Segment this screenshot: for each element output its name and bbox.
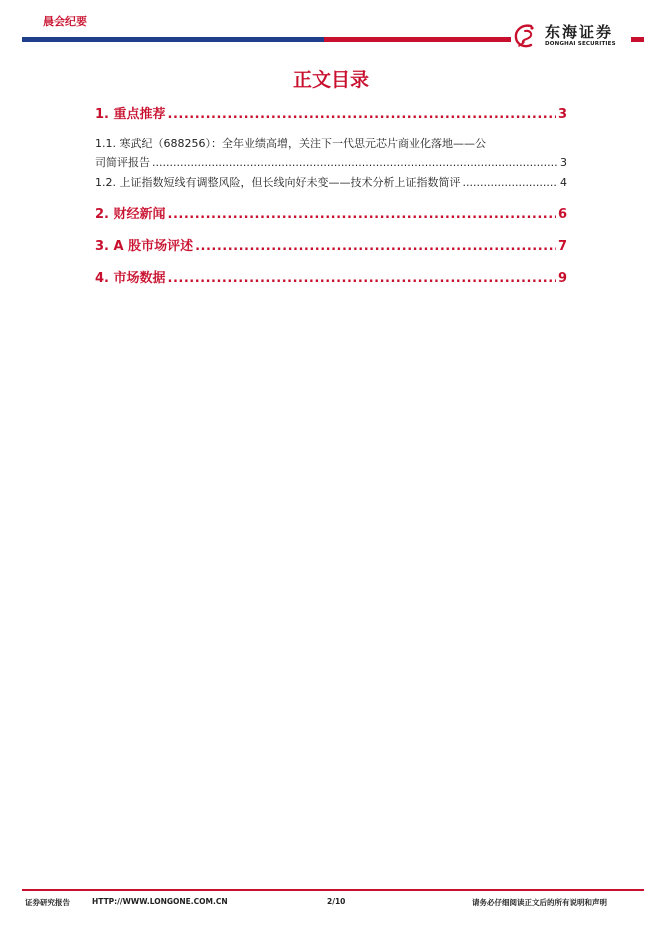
- toc-entry-label: 1.2. 上证指数短线有调整风险，但长线向好未变——技术分析上证指数简评: [95, 176, 461, 189]
- toc-entry-1-1[interactable]: [95, 154, 567, 170]
- toc-entry-1-2[interactable]: [95, 174, 567, 190]
- toc-entry-2[interactable]: [95, 203, 567, 223]
- toc-title: 正文目录: [292, 69, 369, 91]
- toc-entry-label: 1. 重点推荐: [95, 107, 166, 122]
- toc-leader-dots: [463, 176, 559, 189]
- toc-page-number: 9: [557, 271, 567, 286]
- toc-leader-dots: [168, 207, 556, 222]
- toc-page-number: 7: [557, 239, 567, 254]
- footer-page-number: 2/10: [327, 897, 346, 906]
- toc-entry-label: 司简评报告: [95, 156, 150, 169]
- report-type-label: 晨会纪要: [43, 15, 87, 28]
- toc-entry-label: 3. A 股市场评述: [95, 239, 194, 254]
- footer-report-type: 证券研究报告: [25, 898, 70, 907]
- toc-leader-dots: [195, 239, 556, 254]
- toc-page-number: 6: [557, 207, 567, 222]
- toc-page-number: 3: [560, 156, 567, 169]
- footer-divider: [22, 889, 644, 891]
- toc-entry-label: 4. 市场数据: [95, 271, 166, 286]
- footer-website-link[interactable]: HTTP://WWW.LONGONE.COM.CN: [92, 897, 228, 906]
- toc-page-number: 3: [557, 107, 567, 122]
- toc-entry-4[interactable]: [95, 267, 567, 287]
- header-bar-blue: [22, 37, 324, 42]
- toc-entry-3[interactable]: [95, 235, 567, 255]
- toc-entry-1-1-line1[interactable]: 1.1. 寒武纪（688256）：全年业绩高增，关注下一代思元芯片商业化落地——公: [95, 137, 486, 150]
- toc-leader-dots: [152, 156, 558, 169]
- donghai-logo-icon: [511, 22, 539, 50]
- footer-disclaimer: 请务必仔细阅读正文后的所有说明和声明: [472, 898, 607, 907]
- logo-chinese-name: 东海证券: [545, 23, 614, 41]
- company-logo: [511, 22, 631, 50]
- toc-leader-dots: [168, 271, 556, 286]
- logo-english-name: DONGHAI SECURITIES: [545, 41, 616, 47]
- toc-page-number: 4: [560, 176, 567, 189]
- toc-leader-dots: [168, 107, 556, 122]
- toc-entry-label: 2. 财经新闻: [95, 207, 166, 222]
- toc-entry-1[interactable]: [95, 103, 567, 123]
